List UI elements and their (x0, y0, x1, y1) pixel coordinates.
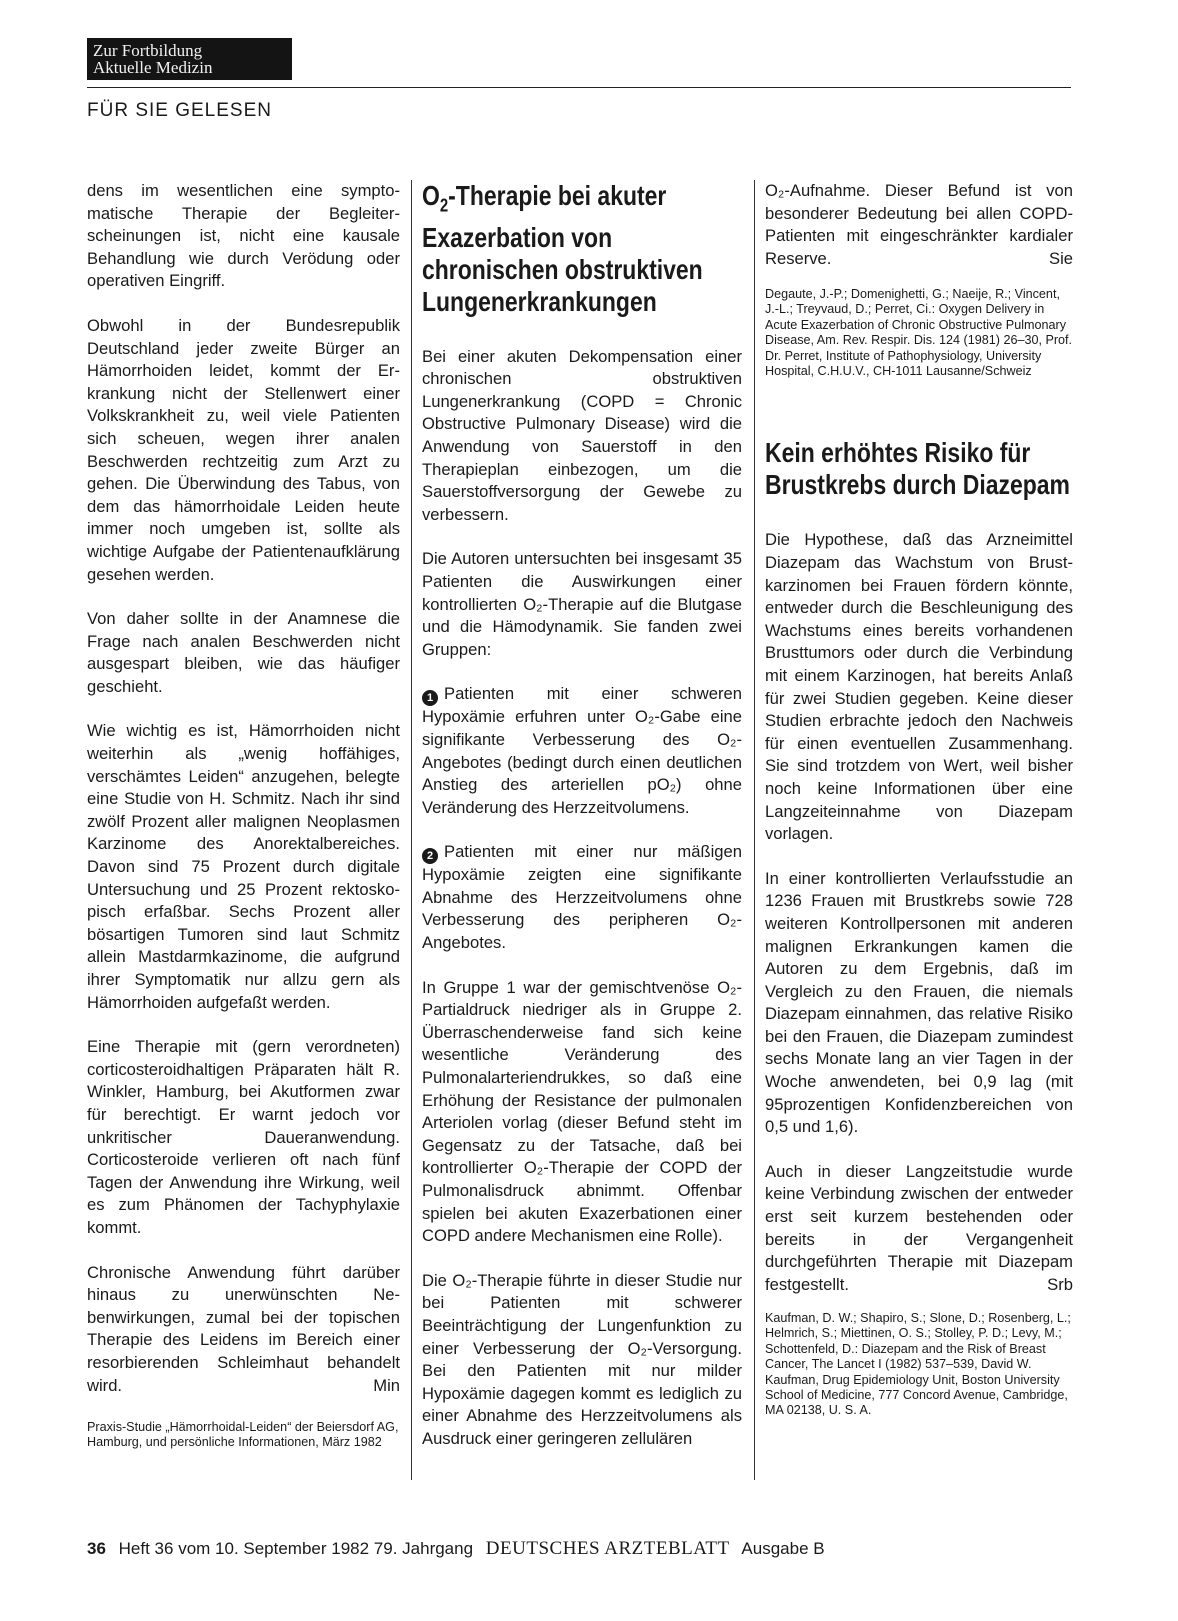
page-number: 36 (87, 1539, 106, 1558)
title-o: O (422, 180, 440, 211)
badge-line-1: Zur Fortbildung (93, 41, 203, 60)
col1-reference: Praxis-Studie „Hämorrhoidal-Leiden“ der Beiersdorf AG, Hamburg, und persönliche Informationen, März 1982 (87, 1419, 399, 1450)
col3-reference-2: Kaufman, D. W.; Shapiro, S.; Slone, D.; Rosenberg, L.; Helmrich, S.; Miettinen, O. S.; Stolley, P. D.; Levy, M.; Schottenfeld, D.: Diazepam and the Risk of Breast Cancer, The Lancet I (1982) 537–539, David W. Kaufman, Drug Epidemiology Unit, Boston University School of Medicine, 777 Concord Avenue, Cambridge, MA 02138, U. S. A. (765, 1311, 1071, 1418)
column-divider-1 (411, 180, 412, 1480)
title-subscript: 2 (439, 195, 449, 216)
col3-paragraph-3: In einer kontrollierten Verlaufsstudie an 1236 Frauen mit Brustkrebs sowie 728 weiteren Kontrollpersonen mit anderen malignen Erkrankungen kamen die Autoren zu dem Ergebnis, daß im Vergleich zu den Frauen, die niemals Diazepam einnahmen, das relative Risiko bei den Frauen, die Diazepam zumindest sechs Monate lang an vier Tagen in der Woche anwendeten, bei 0,9 lag (mit 95prozentigen Konfidenzbereichen von 0,5 und 1,6). (765, 868, 1073, 1137)
col3-paragraph-2: Die Hypothese, daß das Arzneimittel Diazepam das Wachstum von Brustkarzinomen bei Frauen fördern könnte, entweder durch die Beschleunigung des Wachstums eines bereits vorhandenen Brusttumors oder durch die Verbindung mit einem Karzinogen, hat bereits Anlaß für zwei Studien gegeben. Keine dieser Studien erbrachte jedoch den Nachweis für einen eventuellen Zusammenhang. Sie sind trotzdem von Wert, weil bisher noch keine Informationen über eine Langzeiteinnahme von Diazepam vorlagen. (765, 530, 1073, 844)
issue-info: Heft 36 vom 10. September 1982 79. Jahrgang (118, 1539, 474, 1558)
col2-bullet-2 (422, 841, 742, 954)
section-badge (87, 38, 292, 80)
col3-paragraph-4: Auch in dieser Langzeitstudie wurde keine Verbindung zwischen der entweder erst seit kurzem bestehenden oder bereits in der Vergangenheit durchgeführten Therapie mit Diazepam festgestellt. (765, 1161, 1073, 1294)
header-rule (87, 87, 1071, 88)
col2-paragraph-3: In Gruppe 1 war der gemischtvenöse O₂-Partialdruck niedriger als in Gruppe 2. Überraschenderweise fand sich keine wesentliche Veränderung des Pulmonalarteriendrukkes, so daß eine Erhöhung der Resistance der pulmonalen Arteriolen vorlag (dieser Befund steht im Gegensatz zu der Tatsache, daß bei kontrollierter O₂-Therapie der COPD der Pulmonalisdruck abnimmt. Offenbar spielen bei akuten Exazerbationen einer COPD andere Mechanismen eine Rolle). (422, 977, 742, 1246)
journal-name: DEUTSCHES ARZTEBLATT (485, 1538, 730, 1559)
col3-paragraph-1: O₂-Aufnahme. Dieser Befund ist von besonderer Bedeutung bei allen COPD-Patienten mit eingeschränkter kardialer Reserve. (765, 181, 1073, 268)
col1-paragraph-4: Wie wichtig es ist, Hämorrhoiden nicht weiterhin als „wenig hoffähiges, verschämtes Leiden“ anzugehen, belegte eine Studie von H. Schmitz. Nach ihr sind zwölf Prozent aller malignen Neoplasmen Karzinome des Anorektalbereiches. Davon sind 75 Prozent durch digitale Untersuchung und 25 Prozent rektoskopisch erfaßbar. Sechs Prozent aller bösartigen Tumoren sind laut Schmitz allein Mastdarmkazinome, die aufgrund ihrer Symptomatik nur allzu gern als Hämorrhoiden aufgefaßt werden. (87, 721, 400, 1012)
article-title-diazepam: Kein erhöhtes Risiko für Brustkrebs durch Diazepam (765, 437, 1070, 501)
col3-signature-2: Srb (1047, 1275, 1073, 1295)
col1-paragraph-2: Obwohl in der Bundesrepublik Deutschland jeder zweite Bürger an Hämorrhoiden leidet, kommt der Erkrankung nicht der Stellenwert einer Volkskrankheit zu, weil viele Patienten sich scheuen, wegen ihrer analen Beschwerden rechtzeitig zum Arzt zu gehen. Die Überwindung des Tabus, von dem das hämorrhoidale Leiden heute immer noch umgeben ist, sollte als wichtige Aufgabe der Patientenaufklärung gesehen werden. (87, 315, 400, 584)
col2-paragraph-2: Die Autoren untersuchten bei insgesamt 35 Patienten die Auswirkungen einer kontrollierten O₂-Therapie auf die Blutgase und die Hämodynamik. Sie fanden zwei Gruppen: (422, 549, 742, 659)
col2-bullet-1 (422, 683, 742, 819)
bullet-2-icon: 2 (422, 848, 438, 864)
col1-paragraph-3: Von daher sollte in der Anamnese die Frage nach analen Beschwerden nicht ausgespart bleiben, wie das häufiger geschieht. (87, 609, 400, 696)
article-title-o2 (422, 180, 742, 318)
column-2 (422, 180, 742, 1473)
col3-reference-1: Degaute, J.-P.; Domenighetti, G.; Naeije, R.; Vincent, J.-L.; Treyvaud, D.; Perret, Ci.: Oxygen Delivery in Acute Exazerbation of Chronic Obstructive Pulmonary Disease, Am. Rev. Respir. Dis. 124 (1981) 26–30, Prof. Dr. Perret, Institute of Pathophysiology, University Hospital, C.H.U.V., CH-1011 Lausanne/Schweiz (765, 286, 1073, 378)
col2-bullet-1-text: Patienten mit einer schweren Hypoxämie erfuhren unter O₂-Gabe eine signifikante Verbesserung des O₂-Angebotes (bedingt durch einen deutlichen Anstieg des arteriellen pO₂) ohne Veränderung des Herzzeitvolumens. (422, 684, 742, 817)
col1-paragraph-6-text: Chronische Anwendung führt darüber hinaus zu unerwünschten Nebenwirkungen, zumal bei der topischen Therapie des Leidens im Bereich einer resorbierenden Schleimhaut behandelt wird. (87, 1262, 400, 1395)
column-1 (87, 180, 400, 1477)
column-divider-2 (754, 180, 755, 1480)
column-3 (765, 180, 1073, 1445)
col3-signature-1: Sie (1049, 249, 1073, 269)
badge-line-2: Aktuelle Medizin (93, 58, 213, 77)
col2-paragraph-4: Die O₂-Therapie führte in dieser Studie nur bei Patienten mit schwerer Beeinträchtigung der Lungenfunktion zu einer Verbesserung der O₂-Versorgung. Bei den Patienten mit nur milder Hypoxämie dagegen kommt es lediglich zu einer Abnahme des Herzzeitvolumens als Ausdruck einer geringeren zellulären (422, 1270, 742, 1448)
col1-signature: Min (373, 1376, 400, 1396)
edition: Ausgabe B (741, 1539, 825, 1558)
col2-bullet-2-text: Patienten mit einer nur mäßigen Hypoxämie zeigten eine signifikante Abnahme des Herzzeitvolumens ohne Verbesserung des peripheren O₂-Angebotes. (422, 842, 742, 953)
bullet-1-icon: 1 (422, 690, 438, 706)
page-footer (87, 1538, 825, 1560)
col1-signature-row (87, 1375, 400, 1398)
title-rest: -Therapie bei akuter Exazerbation von chronischen obstruktiven Lungenerkrankungen (422, 180, 703, 317)
col2-paragraph-1: Bei einer akuten Dekompensation einer chronischen obstruktiven Lungenerkrankung (COPD = Chronic Obstructive Pulmonary Disease) wird die Anwendung von Sauerstoff in den Therapieplan einbezogen, um die Sauerstoffversorgung der Gewebe zu verbessern. (422, 346, 742, 524)
section-label: FÜR SIE GELESEN (87, 100, 272, 121)
col1-paragraph-5: Eine Therapie mit (gern verordneten) corticosteroidhaltigen Präparaten hält R. Winkler, Hamburg, bei Akutformen zwar für berechtigt. Er warnt jedoch vor unkritischer Daueranwendung. Corticosteroide verlieren oft nach fünf Tagen der Anwendung ihre Wirkung, weil es zum Phänomen der Tachyphylaxie kommt. (87, 1037, 400, 1237)
col1-paragraph-1: dens im wesentlichen eine symptomatische Therapie der Begleiterscheinungen ist, nicht eine kausale Behandlung wie durch Verödung oder operativen Eingriff. (87, 181, 400, 291)
